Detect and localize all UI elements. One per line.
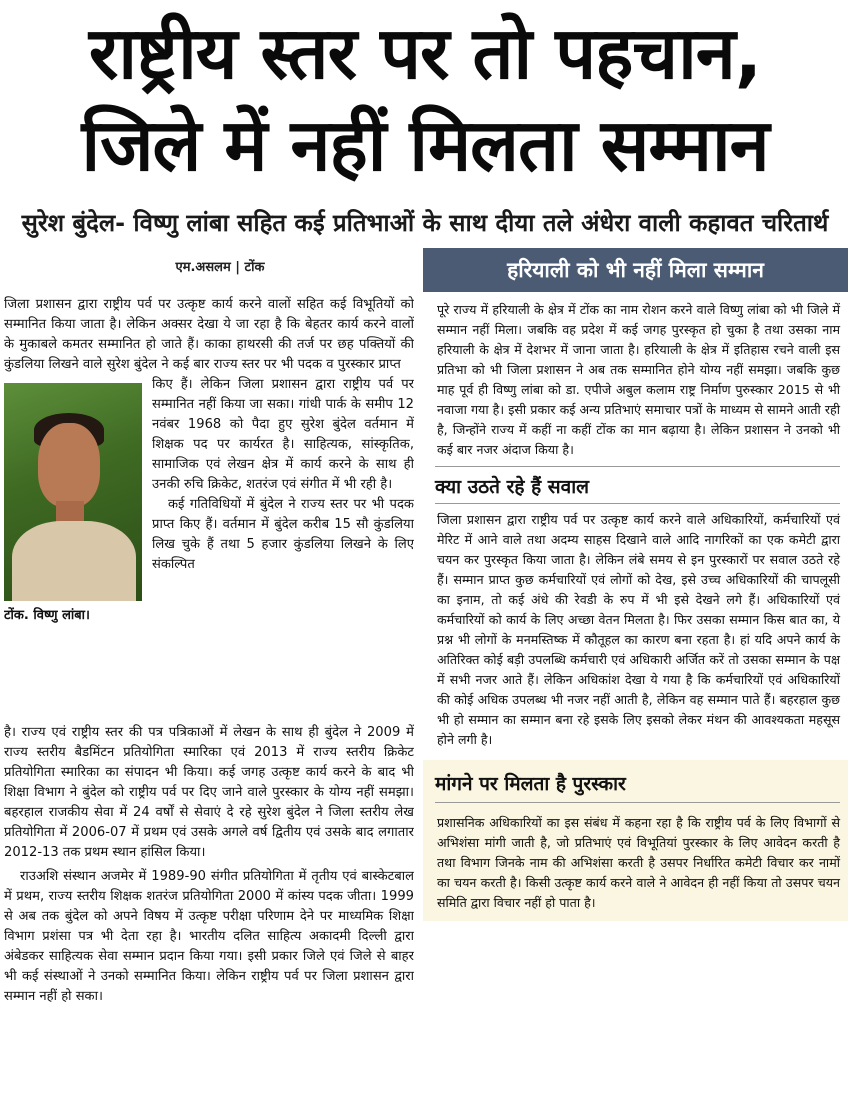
- left-article: [4, 295, 414, 1115]
- right-article: [423, 248, 848, 921]
- headline-line-1: राष्ट्रीय स्तर पर तो पहचान,: [88, 11, 762, 95]
- headline-line-2: जिले में नहीं मिलता सम्मान: [81, 103, 769, 187]
- left-paragraph-1-top: जिला प्रशासन द्वारा राष्ट्रीय पर्व पर उत्कृष्ट कार्य करने वालों सहित कई विभूतियों को सम्मानित किया जाता है। लेकिन अक्सर देखा ये जा रहा है कि बेहतर कार्य करने वालों के मुकाबले कमतर सम्मानित हो जाते हैं। काका हाथरसी की तर्ज पर छह पक्तियों की कुंडलिया लिखने वाले सुरेश बुंदेल ने कई बार राज्य स्तर पर भी पदक व पुरस्कार प्राप्त: [4, 297, 414, 372]
- photo-block: [4, 383, 144, 623]
- box-text: पूरे राज्य में हरियाली के क्षेत्र में टोंक का नाम रोशन करने वाले विष्णु लांबा को भी जिले में सम्मान नहीं मिला। जबकि वह प्रदेश में कई जगह पुरस्कृत हो चुका है तथा उसका नाम हरियाली के क्षेत्र में देशभर में जाना जाता है। हरियाली के क्षेत्र में इतिहास रचने वाली इस प्रतिभा को भी जिला प्रशासन ने अब तक सम्मानित होने योग्य नहीं समझा। जबकि कुछ माह पूर्व ही विष्णु लांबा को डा. एपीजे अबुल कलाम राष्ट्र निर्माण पुरुस्कार 2015 से भी नवाजा गया है। इसी प्रकार कई अन्य प्रतिभाएं समाचार पत्रों के माध्यम से सामने आती रही है, जिन्होंने राज्य में कहीं ना कहीं टोंक का मान बढ़ाया है। लेकिन प्रशासन ने उनको भी कई बार नजर अंदाज किया है।: [437, 302, 840, 457]
- left-paragraph-2-wrap: कई गतिविधियों में बुंदेल ने राज्य स्तर पर भी पदक प्राप्त किए हैं। वर्तमान में बुंदेल करीब 15 सौ कुंडलिया लिख चुके हैं तथा 5 हजार कुंडलिया लिखने के लिए संकल्पित: [152, 497, 414, 572]
- section-2-title: क्या उठते रहे हैं सवाल: [435, 476, 590, 498]
- section-2-text: जिला प्रशासन द्वारा राष्ट्रीय पर्व पर उत्कृष्ट कार्य करने वाले अधिकारियों, कर्मचारियों एवं मेरिट में आने वाले तथा अदम्य साहस दिखाने वाले आदि नागरिकों का एक कमेटी द्वारा चयन कर पुरस्कृत किया जाता है। लेकिन लंबे समय से इन पुरस्कारों पर सवाल उठते रहे हैं। सम्मान प्राप्त कुछ कर्मचारियों एवं लोगों को देख, इसे उच्च अधिकारियों की चापलूसी का इनाम, तो कई अंधे की रेवडी के रुप में भी इसे देखने लगे हैं। अधिकारियों एवं कर्मचारियों को कार्य के लिए अच्छा वेतन मिलता है। फिर उसका सम्मान किस बात का, ये प्रश्न भी लोगों के मनमस्तिष्क में कौतूहल का कारण बना रहता है। हां यदि अपने कार्य के अतिरिक्त कोई बड़ी उपलब्धि कर्मचारी एवं अधिकारी अर्जित करें तो उसका सम्मान के पक्ष में सभी नजर आते हैं। लेकिन अधिकांश देखा ये गया है कि कर्मचारियों एवं अधिकारियों की कोई अधिक उपलब्ध भी नजर नहीं आती है, लेकिन वह सम्मान पाते हैं। बहरहाल कुछ भी हो सम्मान का सम्मान बना रहे इसके लिए इसको लेकर मंथन की आवश्यकता महसूस होने लगी है।: [437, 512, 840, 747]
- portrait-photo: [4, 383, 142, 601]
- box-title: हरियाली को भी नहीं मिला सम्मान: [423, 248, 848, 292]
- left-paragraph-2-full: है। राज्य एवं राष्ट्रीय स्तर की पत्र पत्रिकाओं में लेखन के साथ ही बुंदेल ने 2009 में राज्य स्तरीय बैडमिंटन प्रतियोगिता स्मारिका एवं 2013 में राज्य स्तरीय क्रिकेट प्रतियोगिता स्मारिका का संपादन भी किया। कई जगह उत्कृष्ट कार्य करने के बाद भी शिक्षा विभाग ने बुंदेल को राष्ट्रीय पर्व पर दिए जाने वाले पुरस्कार के योग्य नहीं समझा। बहरहाल राजकीय सेवा में 24 वर्षों से सेवाएं दे रहे सुरेश बुंदेल ने जिला स्तरीय लेख प्रतियोगिता में 2006-07 में प्रथम एवं उसके अगले वर्ष द्वितीय एवं उसके बाद लगातार 2012-13 तक प्रथम स्थान हांसिल किया।: [4, 725, 414, 860]
- left-paragraph-3: राउअशि संस्थान अजमेर में 1989-90 संगीत प्रतियोगिता में तृतीय एवं बास्केटबाल में प्रथम, राज्य स्तरीय शिक्षक शतरंज प्रतियोगिता 2000 में कांस्य पदक जीता। 1999 से अब तक बुंदेल को अपने विषय में उत्कृष्ट परीक्षा परिणाम देने पर माध्यमिक शिक्षा विभाग प्रशंसा पत्र भी देता रहा है। भारतीय दलित साहित्य अकादमी दिल्ली द्वारा अंबेडकर साहित्यक सेवा सम्मान प्रदान किया गया। इसी प्रकार जिले एवं जिले से बाहर भी कई संस्थाओं ने उनको सम्मानित किया। लेकिन राष्ट्रीय पर्व पर जिला प्रशासन द्वारा सम्मान नहीं हो सका।: [4, 869, 414, 1004]
- photo-caption: टोंक. विष्णु लांबा।: [4, 608, 90, 623]
- section-3-box: [423, 760, 848, 921]
- byline: एम.असलम | टोंक: [175, 260, 265, 275]
- section-3-title: मांगने पर मिलता है पुरस्कार: [435, 773, 626, 795]
- left-paragraph-1-wrap: किए हैं। लेकिन जिला प्रशासन द्वारा राष्ट्रीय पर्व पर सम्मानित नहीं किया जा सका। गांधी पार्क के समीप 12 नवंबर 1968 को पैदा हुए सुरेश बुंदेल वर्तमान में शिक्षक पद पर कार्यरत है। साहित्यक, सांस्कृतिक, सामाजिक एवं लेखन क्षेत्र में कार्य करने के साथ ही उनकी रुचि क्रिकेट, शतरंज एवं संगीत में भी रही है।: [152, 377, 414, 492]
- section-3-text: प्रशासनिक अधिकारियों का इस संबंध में कहना रहा है कि राष्ट्रीय पर्व के लिए विभागों से अभिशंसा मांगी जाती है, जो प्रतिभाएं एवं विभूतियां पुरस्कार के लिए आवेदन करती है तथा विभाग जिनके नाम की अभिशंसा करती है उसपर निर्धारित कमेटी विचार कर नामों का चयन करती है। किसी उत्कृष्ट कार्य करने वाले ने आवेदन ही नहीं किया तो उसपर चयन समिति द्वारा विचार नहीं हो पाता है।: [437, 815, 840, 910]
- subheadline: सुरेश बुंदेल- विष्णु लांबा सहित कई प्रतिभाओं के साथ दीया तले अंधेरा वाली कहावत चरितार्थ: [21, 209, 829, 237]
